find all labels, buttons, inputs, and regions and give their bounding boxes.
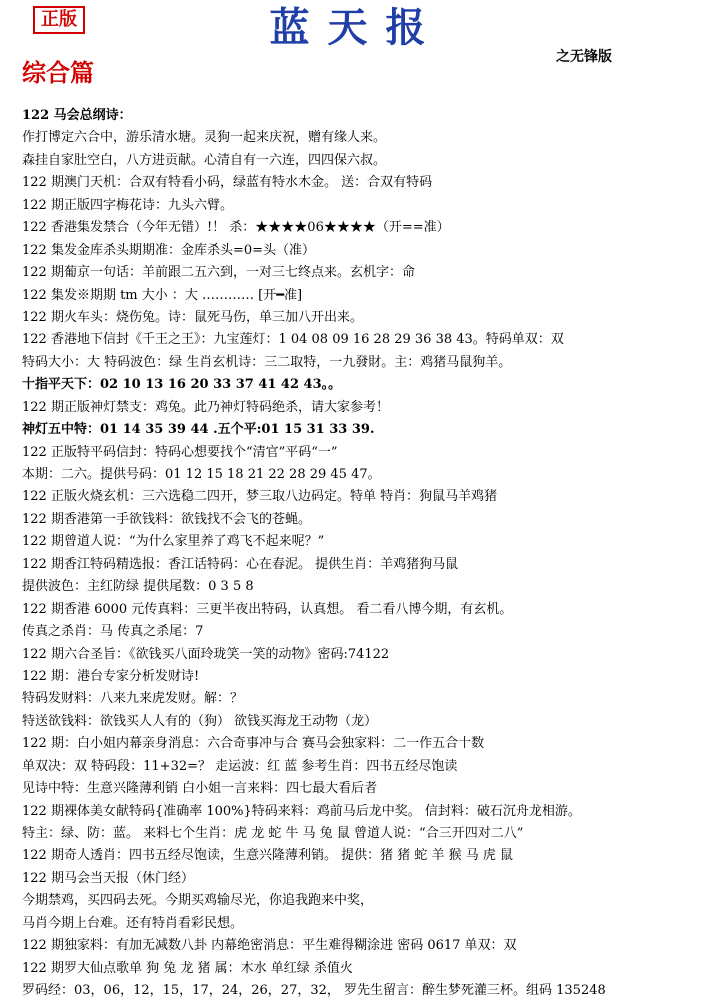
text-line: 122 期正版神灯禁支：鸡兔。此乃神灯特码绝杀，请大家参考！ xyxy=(22,399,389,415)
text-line: 122 期澳门天机：合双有特看小码，绿蓝有特水木金。 送：合双有特码 xyxy=(22,175,433,191)
section-heading: 综合篇 xyxy=(22,58,94,87)
text-line: 特码发财料：八来九来虎发财。解：？ xyxy=(22,691,244,707)
text-line: 122 期香港 6000 元传真料：三更半夜出特码，认真想。 看二看八博今期，有玄机。 xyxy=(22,601,513,617)
text-line: 122 期葡京一句话：羊前跟二五六到，一对三七终点来。玄机字：命 xyxy=(22,265,415,281)
text-line: 122 香港地下信封《千王之王》：九宝莲灯：1 04 08 09 16 28 29 36 38 43。特码单双：双 xyxy=(22,332,564,348)
edition-label: 之无锋版 xyxy=(556,49,612,65)
text-line: 122 集发金库杀头期期准：金库杀头=0=头（准） xyxy=(22,242,316,258)
text-line: 122 正版特平码信封：特码心想要找个“清官”平码“一” xyxy=(22,444,338,460)
text-line: 122 期香江特码精选报：香江话特码：心在春泥。 提供生肖：羊鸡猪狗马鼠 xyxy=(22,556,459,572)
text-line: 122 期马会当天报（休门经） xyxy=(22,870,194,886)
text-line: 十指平天下：02 10 13 16 20 33 37 41 42 43。。 xyxy=(22,377,342,393)
text-line: 122 期：港台专家分析发财诗! xyxy=(22,668,200,684)
text-line: 122 期裸体美女献特码{准确率 100%}特码来料：鸡前马后龙中奖。 信封料：破石沉舟龙相游。 xyxy=(22,803,581,819)
text-line: 今期禁鸡，买四码去死。今期买鸡输尽光，你追我跑来中奖， xyxy=(22,893,374,909)
text-line: 122 期曾道人说：“为什么家里养了鸡飞不起来呢？” xyxy=(22,534,325,550)
text-line: 神灯五中特：01 14 35 39 44 .五个平:01 15 31 33 39. xyxy=(22,422,375,438)
page-title: 蓝天报 xyxy=(269,4,444,51)
text-line: 马肖今期上台难。还有特肖看彩民想。 xyxy=(22,915,244,931)
text-line: 122 期：白小姐内幕亲身消息：六合奇事冲与合 赛马会独家料：二一作五合十数 xyxy=(22,736,485,752)
text-line: 作打博定六合中，游乐清水塘。灵狗一起来庆祝，赠有缘人来。 xyxy=(22,130,387,146)
text-line: 122 期正版四字梅花诗：九头六臂。 xyxy=(22,197,233,213)
text-line: 122 集发※期期 tm 大小 ：大 ………… [开━准] xyxy=(22,287,303,303)
text-line: 特码大小：大 特码波色：绿 生肖玄机诗：三二取特，一九發財。主：鸡猪马鼠狗羊。 xyxy=(22,354,512,370)
text-line: 提供波色：主红防绿 提供尾数：0 3 5 8 xyxy=(22,579,254,595)
text-line: 森挂自家肚空白，八方进贡献。心清自有一六连，四四保六叔。 xyxy=(22,152,387,168)
text-line: 122 正版火烧玄机：三六选稳二四开，梦三取八边码定。特单 特肖：狗鼠马羊鸡猪 xyxy=(22,489,498,505)
text-line: 122 期独家料：有加无减数八卦 内幕绝密消息：平生难得糊涂进 密码 0617 单双：双 xyxy=(22,938,517,954)
text-line: 122 香港集发禁合（今年无错）!！ 杀：★★★★06★★★★（开==准） xyxy=(22,220,450,236)
text-line: 122 期罗大仙点歌单 狗 兔 龙 猪 属：木水 单红绿 杀值火 xyxy=(22,960,353,976)
text-line: 122 期六合圣旨：《欲钱买八面玲珑笑一笑的动物》密码:74122 xyxy=(22,646,390,662)
text-line: 单双决：双 特码段：11+32=？ 走运波：红 蓝 参考生肖：四书五经尽饱读 xyxy=(22,758,458,774)
text-line: 122 马会总纲诗： xyxy=(22,108,132,123)
text-line: 122 期奇人透肖：四书五经尽饱读，生意兴隆薄利销。 提供：猪 猪 蛇 羊 猴 马 虎 鼠 xyxy=(22,848,514,864)
text-line: 特送欲钱料：欲钱买人人有的（狗） 欲钱买海龙王动物（龙） xyxy=(22,713,378,729)
text-line: 122 期香港第一手欲钱料：欲钱找不会飞的苍蝇。 xyxy=(22,511,311,527)
text-line: 传真之杀肖：马 传真之杀尾：7 xyxy=(22,624,204,640)
text-line: 122 期火车头：烧伤兔。诗：鼠死马伤，单三加八开出来。 xyxy=(22,309,363,325)
text-line: 罗码经：03，06，12，15，17，24，26，27，32， 罗先生留言：醉生梦死灌三杯。组码 135248 xyxy=(22,983,606,999)
text-line: 特主：绿、防：蓝。 来料七个生肖：虎 龙 蛇 牛 马 兔 鼠 曾道人说：“合三开四对二八” xyxy=(22,826,524,841)
text-line: 见诗中特：生意兴隆薄利销 白小姐一言来料：四七最大看后者 xyxy=(22,781,378,797)
text-line: 本期：二六。提供号码：01 12 15 18 21 22 28 29 45 47。 xyxy=(22,467,381,482)
badge-genuine: 正版 xyxy=(33,6,85,34)
article-body xyxy=(22,105,710,1003)
